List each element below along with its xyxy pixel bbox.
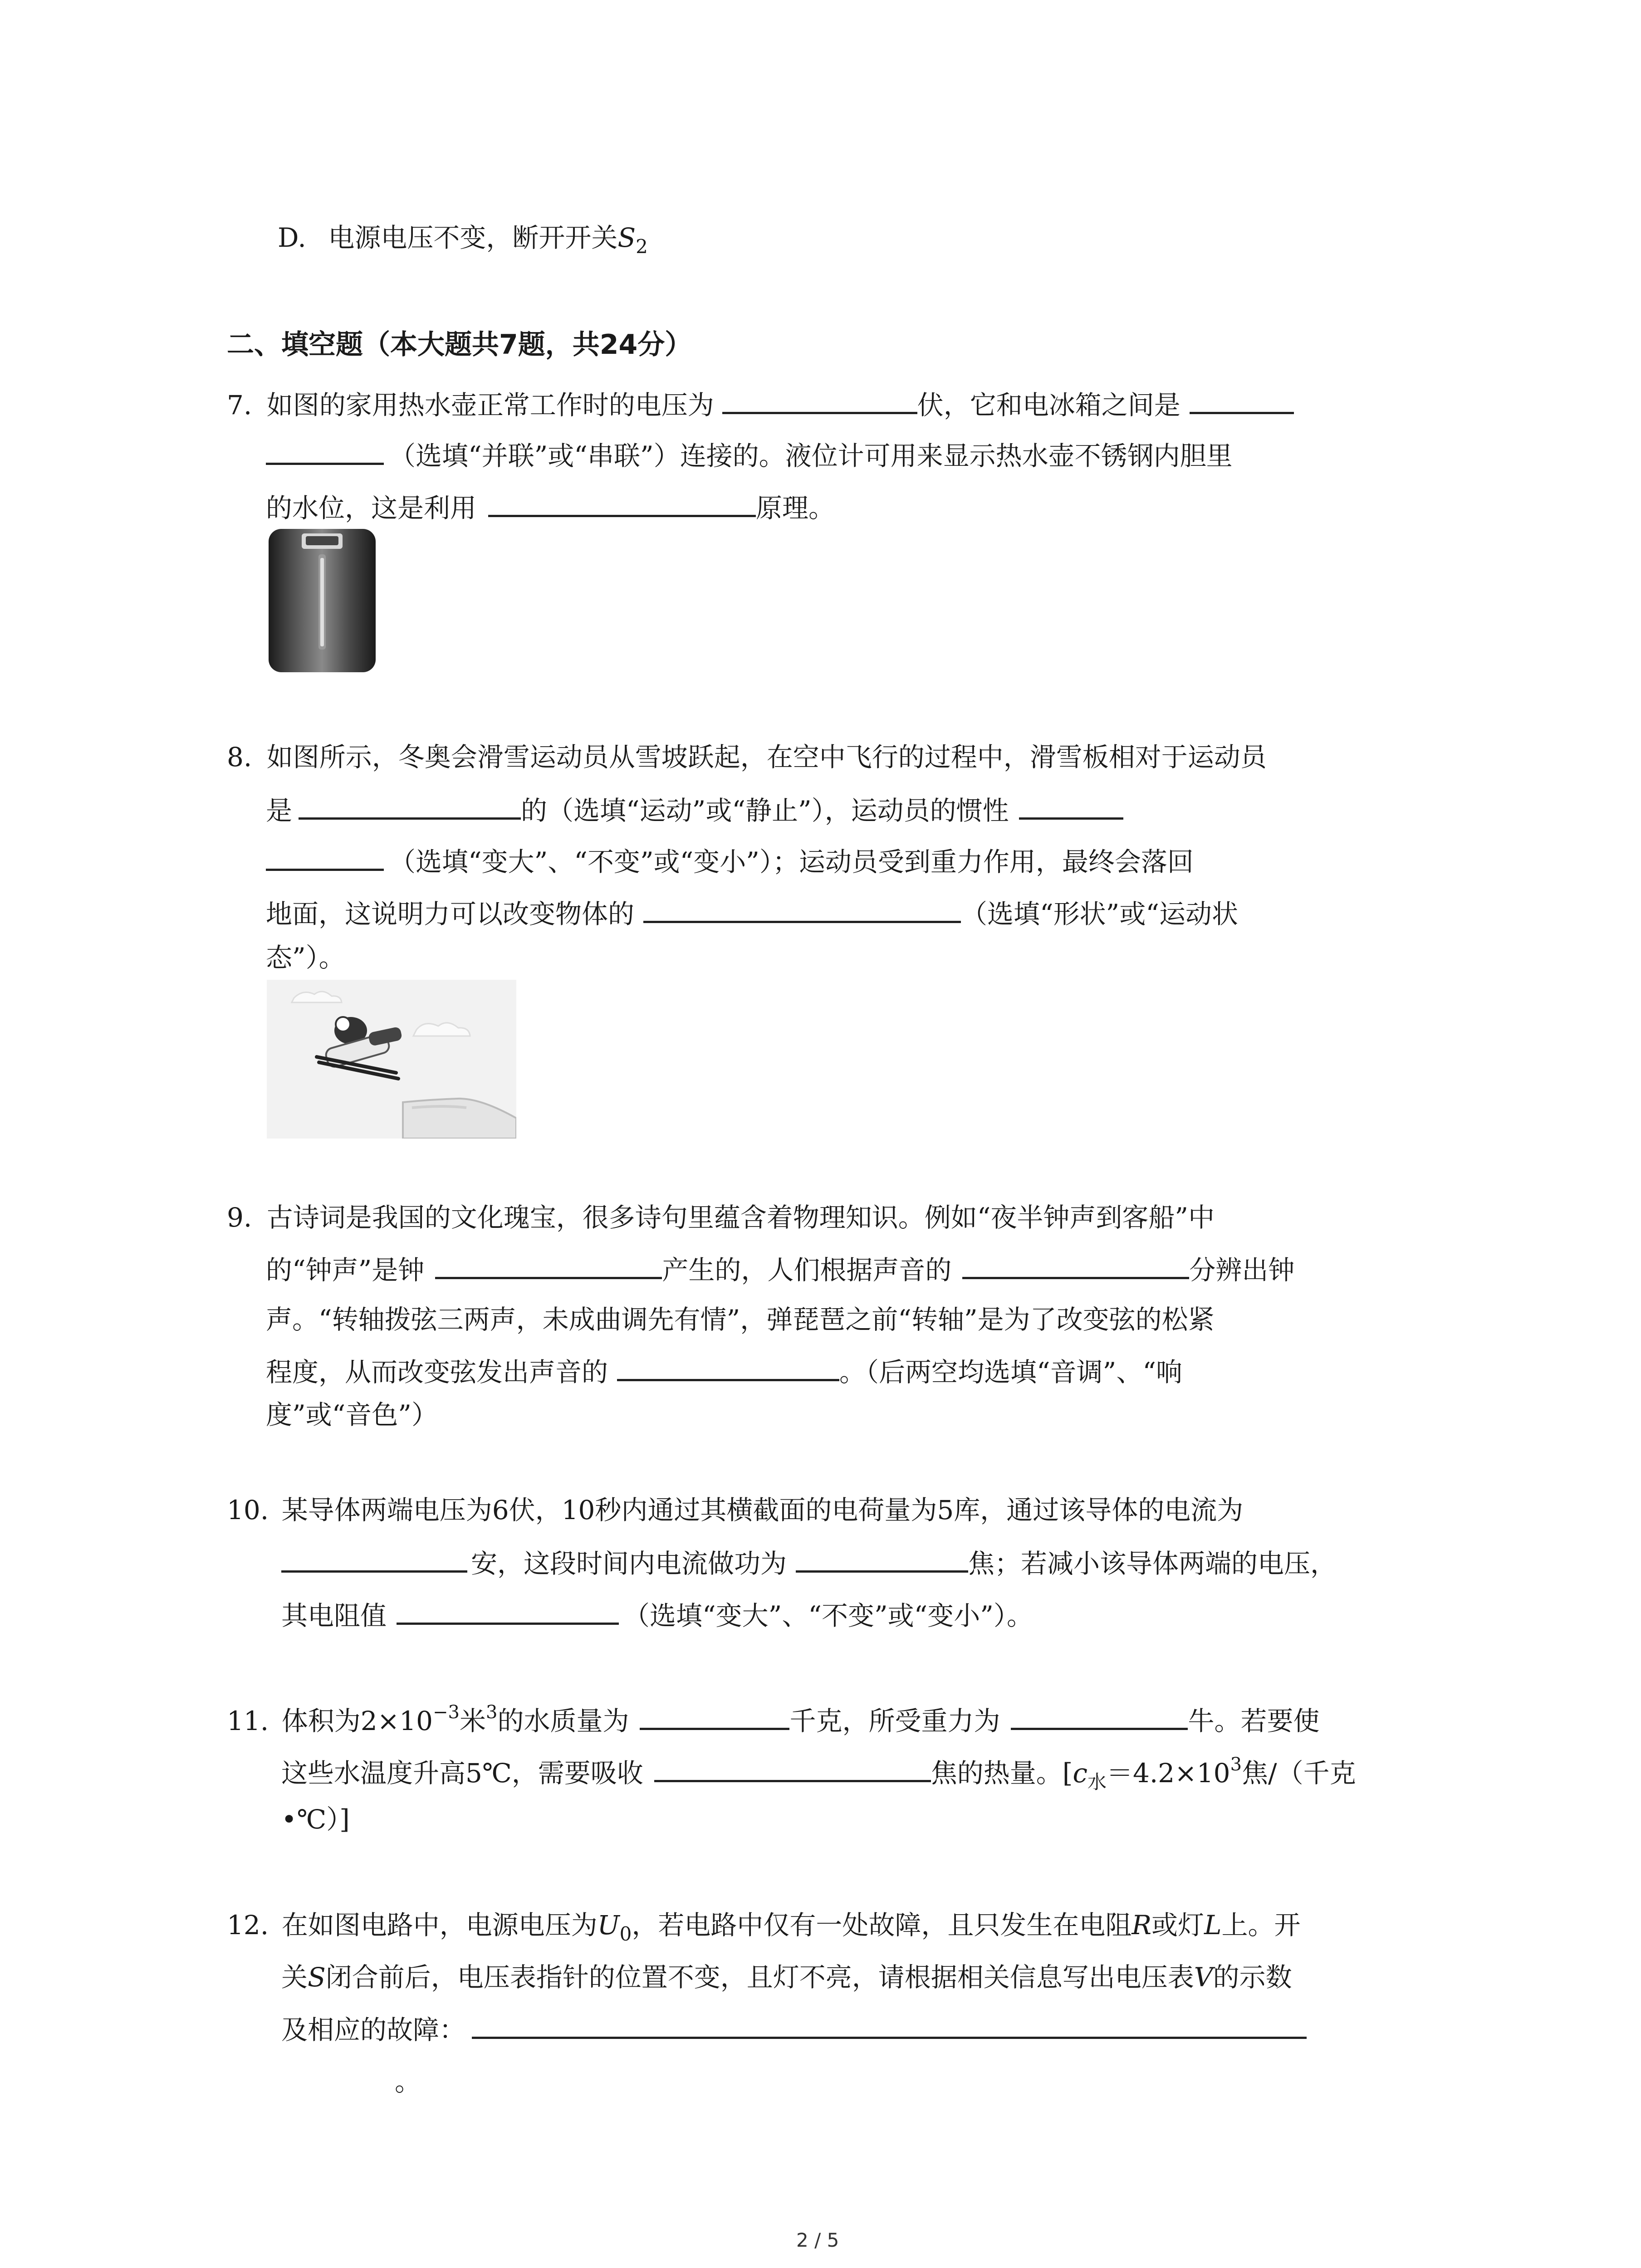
q11-blank-heat[interactable] xyxy=(654,1757,931,1782)
q11-c-sub: 水 xyxy=(1087,1771,1107,1793)
q12-number: 12. xyxy=(227,1910,269,1941)
option-d-sub: 2 xyxy=(636,235,648,258)
q8-blank-inertia-b[interactable] xyxy=(266,846,384,871)
section-title: 二、填空题（本大题共7题，共24分） xyxy=(227,329,692,361)
q12-line-3 xyxy=(281,2014,1307,2043)
q11-blank-mass[interactable] xyxy=(640,1705,789,1730)
q11-text-3: •℃）] xyxy=(281,1804,350,1835)
q12-line-4 xyxy=(395,2068,421,2095)
q9-blank-sound-property[interactable] xyxy=(962,1254,1189,1279)
q9-text-4a: 程度，从而改变弦发出声音的 xyxy=(266,1357,608,1388)
q11-text-2a: 这些水温度升高5℃，需要吸收 xyxy=(281,1758,643,1789)
q7-line-3 xyxy=(266,492,835,521)
q7-blank-principle[interactable] xyxy=(488,492,756,517)
option-d xyxy=(278,222,648,258)
q11-number: 11. xyxy=(227,1706,269,1736)
q10-blank-resistance[interactable] xyxy=(397,1600,619,1625)
q9-text-1: 古诗词是我国的文化瑰宝，很多诗句里蕴含着物理知识。例如“夜半钟声到客船”中 xyxy=(266,1202,1215,1233)
q12-text-2a: 关 xyxy=(281,1962,308,1993)
q12-r-symbol: R xyxy=(1132,1910,1152,1941)
q7-text-1b: 伏，它和电冰箱之间是 xyxy=(917,390,1181,420)
q10-blank-work[interactable] xyxy=(796,1548,968,1573)
q7-number: 7. xyxy=(227,390,252,420)
page-number: 2 / 5 xyxy=(796,2229,839,2251)
q9-line-1 xyxy=(227,1204,1215,1231)
q10-text-1: 某导体两端电压为6伏，10秒内通过其横截面的电荷量为5库，通过该导体的电流为 xyxy=(281,1495,1244,1525)
q9-text-5: 度”或“音色”） xyxy=(266,1399,438,1430)
q11-exp-3: 3 xyxy=(1230,1754,1242,1775)
q8-line-2 xyxy=(266,795,1123,824)
q10-text-3b: （选填“变大”、“不变”或“变小”）。 xyxy=(623,1600,1033,1631)
q7-line-2 xyxy=(266,440,1233,469)
q8-text-5: 态”）。 xyxy=(266,942,345,973)
q11-exp-2: 3 xyxy=(485,1702,498,1723)
q12-l-symbol: L xyxy=(1204,1910,1222,1941)
option-d-text: 电源电压不变，断开开关 xyxy=(328,222,618,253)
q7-text-2: （选填“并联”或“串联”）连接的。液位计可用来显示热水壶不锈钢内胆里 xyxy=(389,440,1233,471)
q8-blank-relative-motion[interactable] xyxy=(299,795,521,820)
q10-line-2 xyxy=(281,1548,1337,1577)
q10-text-2b: 焦；若减小该导体两端的电压， xyxy=(968,1548,1337,1579)
q8-text-1: 如图所示，冬奥会滑雪运动员从雪坡跃起，在空中飞行的过程中，滑雪板相对于运动员 xyxy=(266,742,1267,772)
q10-text-2a: 安，这段时间内电流做功为 xyxy=(471,1548,787,1579)
q8-line-3 xyxy=(266,846,1194,875)
q9-line-5 xyxy=(266,1399,438,1430)
q9-number: 9. xyxy=(227,1202,252,1233)
q8-line-5 xyxy=(266,944,345,971)
q10-number: 10. xyxy=(227,1495,269,1525)
q9-blank-sound-source[interactable] xyxy=(435,1254,662,1279)
q9-text-2b: 产生的，人们根据声音的 xyxy=(662,1255,952,1286)
q12-s-symbol: S xyxy=(308,1962,326,1993)
q11-text-1b: 米 xyxy=(459,1706,486,1736)
q10-line-3 xyxy=(281,1600,1033,1629)
q11-text-2b: 焦的热量。[ xyxy=(931,1758,1073,1789)
q10-text-3a: 其电阻值 xyxy=(281,1600,387,1631)
q9-text-4b: 。（后两空均选填“音调”、“响 xyxy=(839,1357,1182,1388)
q9-line-3 xyxy=(266,1306,1215,1333)
q11-text-1e: 牛。若要使 xyxy=(1188,1706,1320,1736)
q8-text-2a: 是 xyxy=(266,795,293,826)
skier-image xyxy=(267,980,516,1139)
q11-text-1c: 的水质量为 xyxy=(497,1706,629,1736)
q12-text-3: 及相应的故障： xyxy=(281,2014,466,2045)
q8-blank-inertia-a[interactable] xyxy=(1019,795,1123,820)
q8-text-2b: 的（选填“运动”或“静止”），运动员的惯性 xyxy=(521,795,1009,826)
q12-line-1 xyxy=(227,1912,1301,1944)
q12-text-2c: 的示数 xyxy=(1213,1962,1292,1993)
q8-number: 8. xyxy=(227,742,252,772)
q8-text-4a: 地面，这说明力可以改变物体的 xyxy=(266,899,635,929)
q11-line-2 xyxy=(281,1755,1356,1792)
q12-text-1d: 上。开 xyxy=(1221,1910,1301,1941)
q8-text-4b: （选填“形状”或“运动状 xyxy=(961,899,1238,929)
q7-blank-voltage[interactable] xyxy=(722,389,917,414)
q9-line-2 xyxy=(266,1254,1295,1286)
q11-c-symbol: c xyxy=(1073,1758,1087,1789)
q8-line-1 xyxy=(227,744,1267,770)
q8-line-4 xyxy=(266,898,1238,927)
q11-text-1d: 千克，所受重力为 xyxy=(789,1706,1000,1736)
option-d-label: D. xyxy=(278,222,306,253)
q11-exp-1: −3 xyxy=(433,1702,460,1723)
q12-v-symbol: V xyxy=(1194,1962,1213,1993)
q7-text-3a: 的水位，这是利用 xyxy=(266,493,477,523)
q9-text-2a: 的“钟声”是钟 xyxy=(266,1255,425,1286)
q12-text-4: 。 xyxy=(395,2066,421,2097)
q11-line-1 xyxy=(227,1703,1319,1734)
q12-text-1a: 在如图电路中，电源电压为 xyxy=(281,1910,598,1941)
q7-blank-connection-a[interactable] xyxy=(1190,389,1294,414)
q11-line-3 xyxy=(281,1806,350,1833)
q7-text-1a: 如图的家用热水壶正常工作时的电压为 xyxy=(266,390,714,420)
q12-u-symbol: U xyxy=(597,1910,620,1941)
q12-blank-answer[interactable] xyxy=(472,2014,1307,2039)
q11-text-2e: 焦/（千克 xyxy=(1242,1758,1356,1789)
q10-line-1 xyxy=(227,1497,1243,1523)
q11-blank-weight[interactable] xyxy=(1011,1705,1188,1730)
q9-text-2c: 分辨出钟 xyxy=(1189,1255,1295,1286)
q10-blank-current[interactable] xyxy=(281,1548,467,1573)
q8-text-3: （选填“变大”、“不变”或“变小”）；运动员受到重力作用，最终会落回 xyxy=(389,846,1194,877)
q9-blank-pitch[interactable] xyxy=(617,1356,839,1381)
q9-text-3: 声。“转轴拨弦三两声，未成曲调先有情”，弹琵琶之前“转轴”是为了改变弦的松紧 xyxy=(266,1304,1215,1335)
q7-blank-connection-b[interactable] xyxy=(266,440,384,465)
q12-line-2 xyxy=(281,1962,1292,1993)
q12-text-1c: 或灯 xyxy=(1151,1910,1205,1941)
option-d-var: S xyxy=(617,222,636,253)
q12-text-2b: 闭合前后，电压表指针的位置不变，且灯不亮，请根据相关信息写出电压表 xyxy=(325,1962,1194,1993)
q9-line-4 xyxy=(266,1356,1182,1388)
q7-line-1 xyxy=(227,389,1294,418)
q11-text-1a: 体积为2×10 xyxy=(281,1706,433,1736)
q12-u-sub: 0 xyxy=(619,1923,632,1945)
kettle-image xyxy=(268,526,377,674)
q7-text-3b: 原理。 xyxy=(756,493,835,523)
q12-text-1b: ，若电路中仅有一处故障，且只发生在电阻 xyxy=(632,1910,1132,1941)
q11-text-2d: ＝4.2×10 xyxy=(1106,1758,1230,1789)
q8-blank-force-effect[interactable] xyxy=(643,898,961,923)
